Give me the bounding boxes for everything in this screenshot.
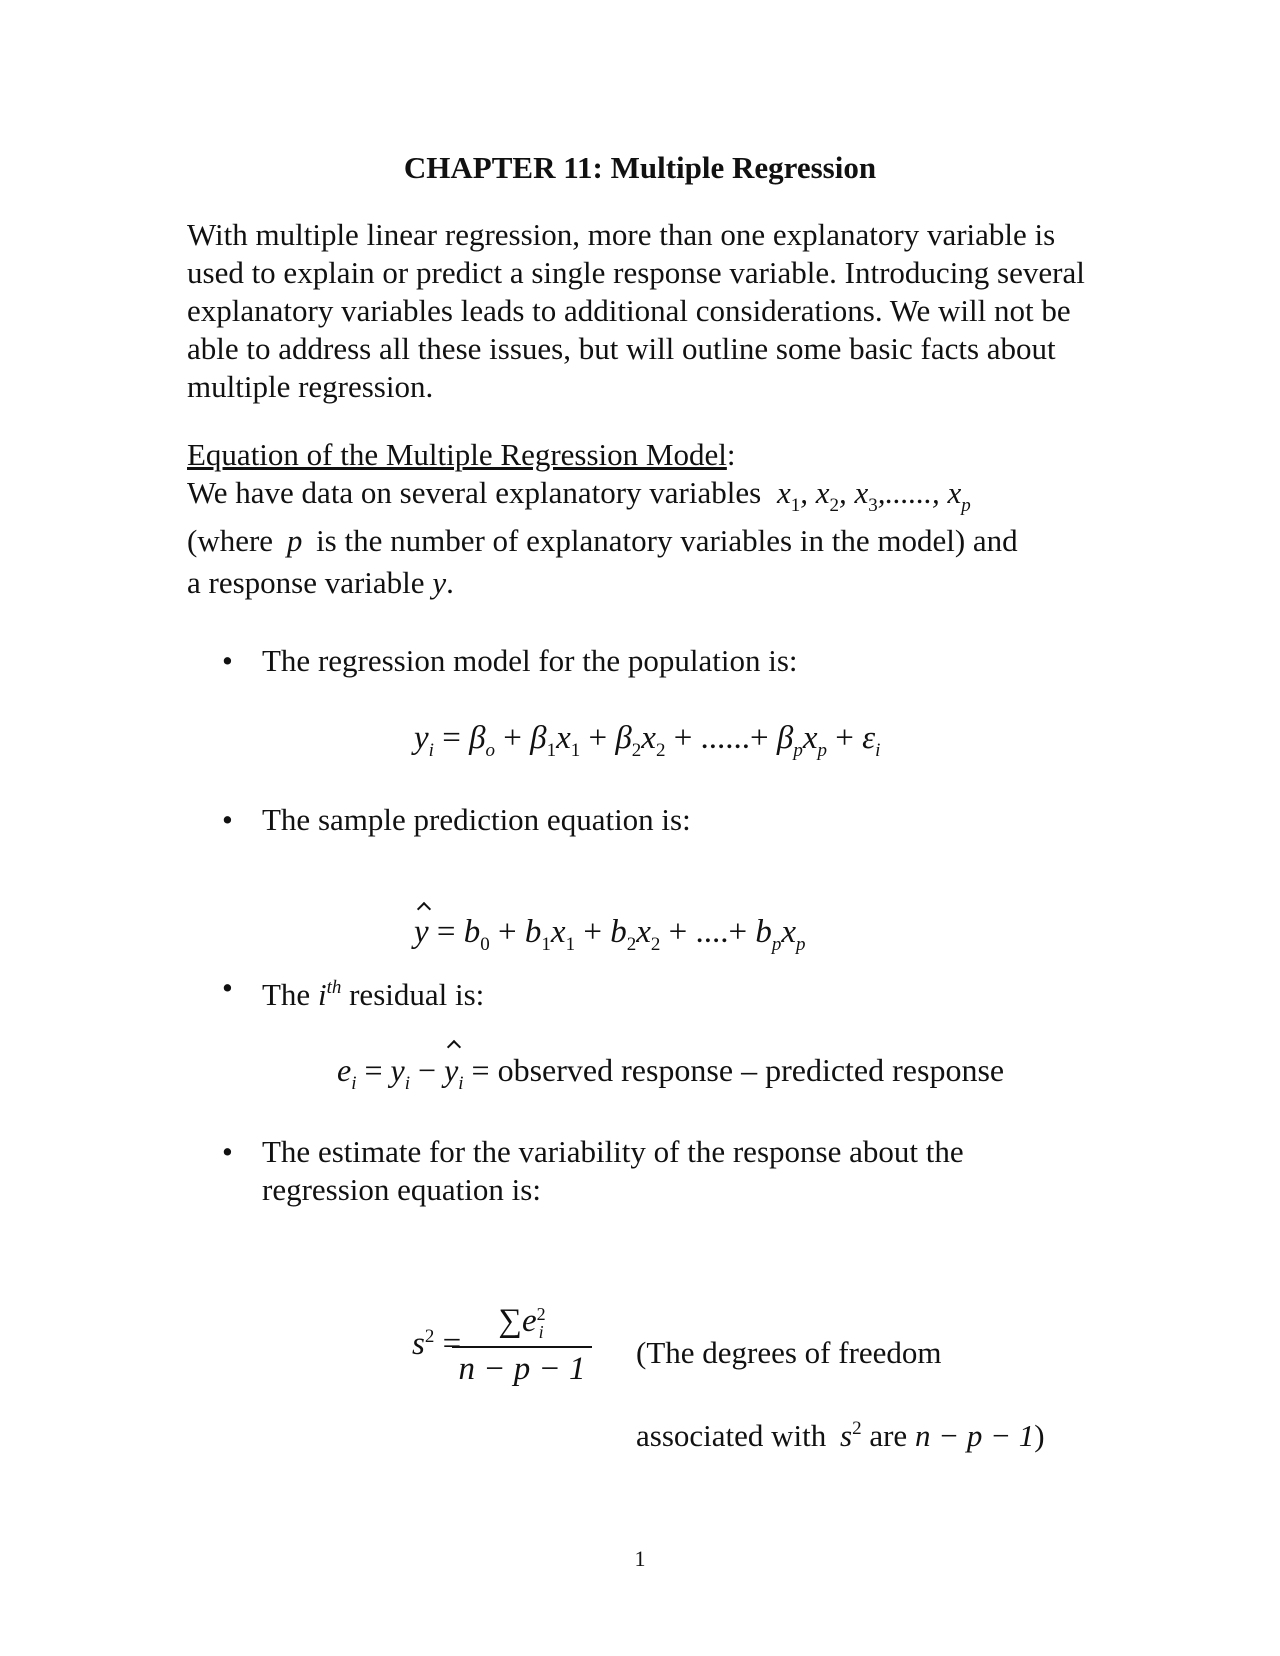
p-symbol: p — [286, 523, 303, 558]
section-heading: Equation of the Multiple Regression Model — [187, 437, 727, 472]
fraction-denominator: n − p − 1 — [458, 1351, 586, 1387]
sample-prediction-equation: $y = b_0 + b_1x_1 + b_2x_2$ + ....+ $b_px_p$ — [414, 914, 806, 955]
section-text-line-2 — [187, 522, 1107, 560]
df-note-line-1: (The degrees of freedom — [636, 1335, 942, 1370]
section-text-line-1 — [187, 474, 1107, 525]
bullet-text-4: The estimate for the variability of the response about the regression equation is: — [262, 1134, 964, 1207]
bullet-dot: • — [222, 802, 233, 837]
bullet-text-3: The $i^{th}$ residual is: — [262, 977, 485, 1012]
bullet-dot: • — [222, 643, 233, 678]
page-title: CHAPTER 11: Multiple Regression — [403, 150, 877, 185]
bullet-text-2: The sample prediction equation is: — [262, 802, 691, 837]
bullet-3-suffix: residual is: — [349, 977, 485, 1012]
bullet-item-4 — [222, 1133, 1082, 1209]
bullet-3-prefix: The — [262, 977, 311, 1012]
bullet-dot: • — [222, 970, 233, 1005]
section-heading-line: Equation of the Multiple Regression Model: — [187, 437, 736, 472]
fraction-numerator: ∑e 2 i — [498, 1303, 546, 1343]
df-note-2a: associated with — [636, 1418, 827, 1453]
bullet-item-2 — [222, 801, 1082, 839]
section-text-1: We have data on several explanatory variables — [187, 475, 762, 510]
bullet-item-1 — [222, 642, 1082, 680]
s-squared-fraction — [452, 1298, 592, 1390]
residual-words: = observed response – predicted response — [471, 1052, 1005, 1088]
population-model-equation: $y_i = \beta_o + \beta_1x_1 + \beta_2x_2$ + ......+ $\beta_px_p + \varepsilon_i$ — [414, 720, 881, 761]
bullet-item-3 — [222, 969, 1082, 1014]
y-symbol: y — [432, 565, 447, 600]
page-number: 1 — [634, 1546, 646, 1571]
df-note-line-2: associated with $s^2$ are n − p − 1) — [636, 1418, 1045, 1453]
s-squared-lhs: $s^2$ = — [412, 1326, 462, 1362]
section-text-2b: is the number of explanatory variables in the model) and — [316, 523, 1018, 558]
bullet-text-1: The regression model for the population is: — [262, 643, 798, 678]
section-text-3: a response variable — [187, 565, 425, 600]
bullet-dot: • — [222, 1134, 233, 1169]
intro-paragraph: With multiple linear regression, more than one explanatory variable is used to explain or predict a single response variable. Introducing several explanatory variables leads to additional considerations. We will not be able to address all these issues, but will outline some basic facts about multiple regression. — [187, 217, 1085, 404]
df-note-2b: are — [869, 1418, 908, 1453]
section-text-line-3: a response variable y. — [187, 565, 454, 600]
residual-equation: $e_i = y_i - y_i$ = observed response – predicted response — [337, 1052, 1005, 1094]
variable-list: $x_1$, $x_2$, $x_3$,......, $x_p$ — [776, 475, 971, 516]
section-text-2a: (where — [187, 523, 274, 558]
